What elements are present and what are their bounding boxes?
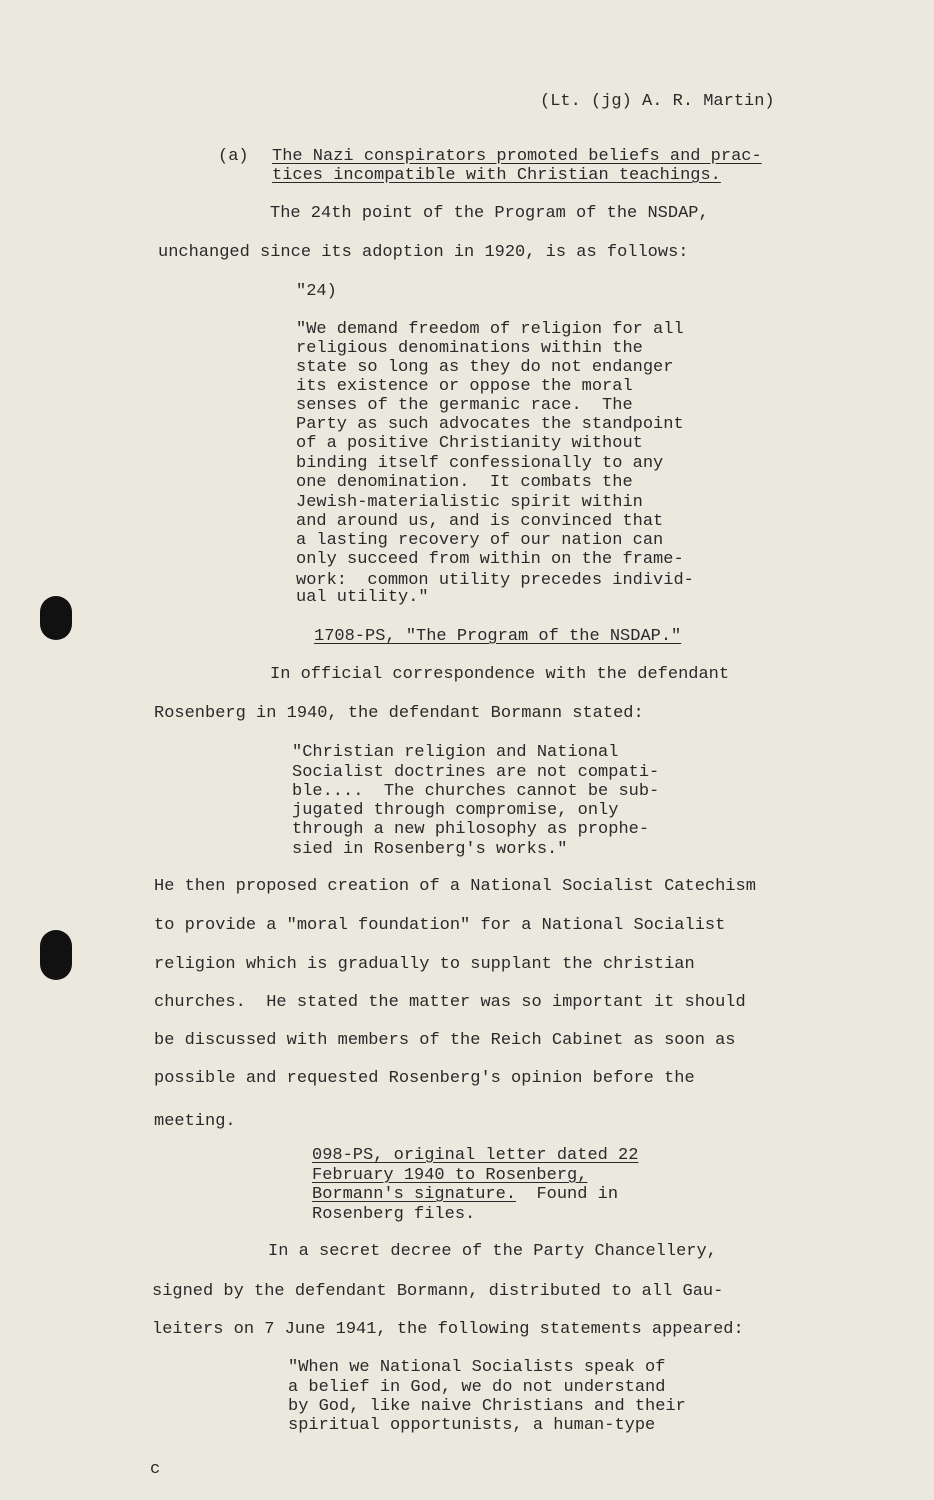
quote2-line: jugated through compromise, only — [292, 801, 619, 820]
quote2-line: "Christian religion and National — [292, 743, 619, 762]
citation2-signature: Bormann's signature. — [312, 1185, 517, 1204]
para4-line: leiters on 7 June 1941, the following statements appeared: — [152, 1320, 744, 1339]
para4-line: signed by the defendant Bormann, distributed to all Gau- — [152, 1282, 724, 1301]
citation2-line1: 098-PS, original letter dated 22 — [312, 1146, 639, 1165]
para4-line: In a secret decree of the Party Chancellery, — [268, 1242, 717, 1261]
quote1-line: state so long as they do not endanger — [296, 358, 674, 377]
quote3-line: "When we National Socialists speak of — [288, 1358, 666, 1377]
section-marker: (a) — [218, 147, 249, 166]
quote1-line: "We demand freedom of religion for all — [296, 320, 684, 339]
para1-line1: The 24th point of the Program of the NSDAP, — [270, 204, 709, 223]
citation2-found: Found in — [516, 1185, 619, 1204]
quote1-line: and around us, and is convinced that — [296, 512, 664, 531]
footer-mark: c — [150, 1460, 161, 1479]
quote1-line: of a positive Christianity without — [296, 434, 643, 453]
quote1-line: binding itself confessionally to any — [296, 454, 664, 473]
citation2-line4: Rosenberg files. — [312, 1205, 476, 1224]
para1-line2: unchanged since its adoption in 1920, is as follows: — [158, 243, 689, 262]
quote1-line: Party as such advocates the standpoint — [296, 415, 684, 434]
quote2-line: Socialist doctrines are not compati- — [292, 763, 660, 782]
punch-hole-top — [40, 596, 72, 640]
quote1-line: a lasting recovery of our nation can — [296, 531, 664, 550]
quote3-line: spiritual opportunists, a human-type — [288, 1416, 656, 1435]
quote1-line: one denomination. It combats the — [296, 473, 633, 492]
quote1-line: ual utility." — [296, 588, 429, 607]
para3-line: churches. He stated the matter was so important it should — [154, 993, 746, 1012]
quote1-line: its existence or oppose the moral — [296, 377, 633, 396]
attribution: (Lt. (jg) A. R. Martin) — [540, 92, 775, 111]
citation2-line2: February 1940 to Rosenberg, — [312, 1166, 588, 1185]
quote2-line: sied in Rosenberg's works." — [292, 840, 568, 859]
quote2-line: ble.... The churches cannot be sub- — [292, 782, 660, 801]
para3-line: to provide a "moral foundation" for a National Socialist — [154, 916, 726, 935]
quote1-number: "24) — [296, 282, 337, 301]
para3-line: possible and requested Rosenberg's opinion before the — [154, 1069, 695, 1088]
para3-line: be discussed with members of the Reich Cabinet as soon as — [154, 1031, 736, 1050]
para3-line: religion which is gradually to supplant the christian — [154, 955, 695, 974]
quote3-line: a belief in God, we do not understand — [288, 1378, 666, 1397]
quote1-line: senses of the germanic race. The — [296, 396, 633, 415]
quote3-line: by God, like naive Christians and their — [288, 1397, 686, 1416]
para3-line: He then proposed creation of a National Socialist Catechism — [154, 877, 756, 896]
para3-line: meeting. — [154, 1112, 236, 1131]
para2-line1: In official correspondence with the defendant — [270, 665, 730, 684]
citation-1708-ps: 1708-PS, "The Program of the NSDAP." — [314, 627, 682, 646]
quote2-line: through a new philosophy as prophe- — [292, 820, 650, 839]
citation2-line3 — [312, 1185, 618, 1205]
section-heading-line2: tices incompatible with Christian teachings. — [272, 166, 721, 185]
para2-line2: Rosenberg in 1940, the defendant Bormann stated: — [154, 704, 644, 723]
section-heading-line1: The Nazi conspirators promoted beliefs and prac- — [272, 147, 762, 166]
quote1-line: religious denominations within the — [296, 339, 643, 358]
quote1-line: work: common utility precedes individ- — [296, 571, 694, 590]
quote1-line: Jewish-materialistic spirit within — [296, 493, 643, 512]
punch-hole-bottom — [40, 930, 72, 980]
quote1-line: only succeed from within on the frame- — [296, 550, 684, 569]
